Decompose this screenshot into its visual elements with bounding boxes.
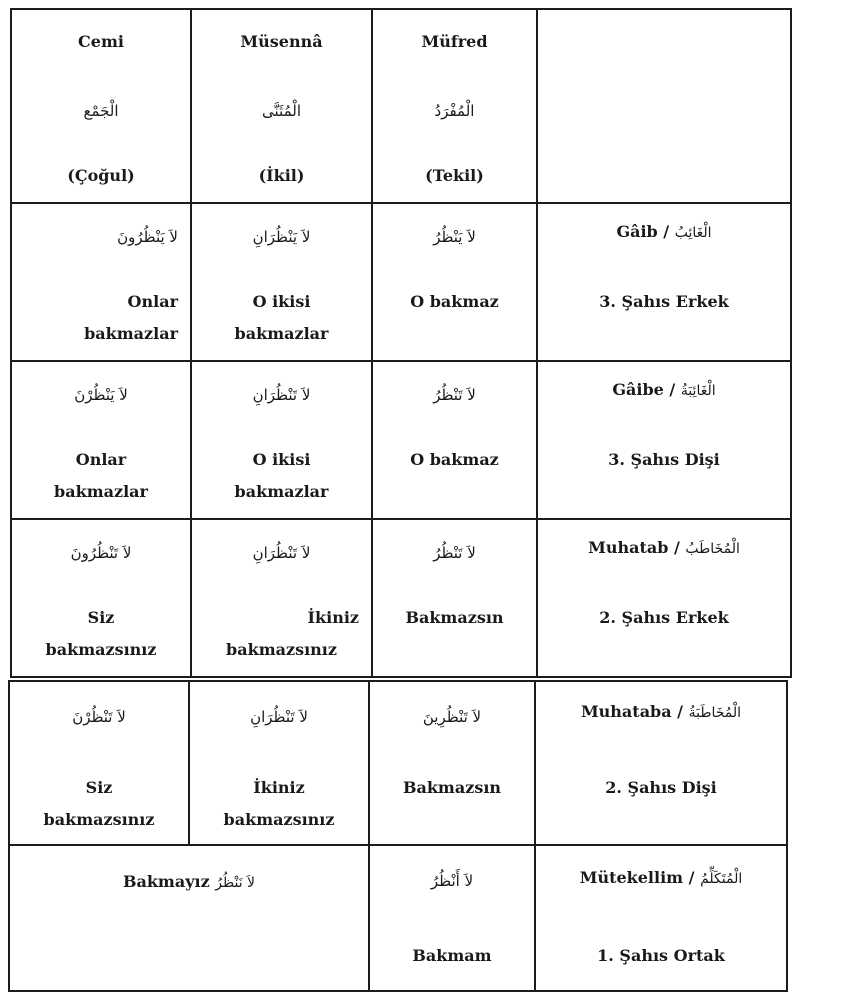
header-cemi-arabic: الْجَمْع: [83, 102, 119, 120]
person-desc: 2. Şahıs Erkek: [599, 608, 729, 627]
table-row: [11, 519, 791, 677]
plural-text: Bakmayız: [122, 872, 210, 891]
person-heading: [538, 222, 790, 241]
person-desc: 3. Şahıs Dişi: [608, 450, 720, 469]
separator: /: [663, 380, 681, 399]
mufred-line1: O bakmaz: [410, 292, 499, 311]
person-heading: [536, 702, 786, 721]
table-row: [9, 845, 787, 991]
table-row: [9, 681, 787, 845]
person-cell: [535, 681, 787, 845]
header-cemi-label: Cemi: [78, 32, 124, 51]
mufred-line1: Bakmazsın: [405, 608, 504, 627]
table-row: [11, 361, 791, 519]
header-row: [11, 9, 791, 203]
cemi-line1: Siz: [85, 778, 113, 797]
mufred-arabic: لاَ يَنْظُرُ: [433, 228, 476, 246]
mufred-cell: [369, 681, 535, 845]
person-name: Muhataba: [580, 702, 672, 721]
musenna-cell: [189, 681, 369, 845]
header-musenna-tr: (İkil): [258, 166, 305, 185]
plural-merged-cell: [9, 845, 369, 991]
person-arabic: الْمُتَكَلِّمُ: [700, 871, 743, 887]
musenna-line2: bakmazsınız: [226, 640, 337, 659]
cemi-arabic: لاَ تَنْظُرْنَ: [72, 708, 126, 726]
musenna-line2: bakmazsınız: [223, 810, 335, 829]
mufred-cell: [372, 203, 537, 361]
header-mufred: [372, 9, 537, 203]
person-arabic: الْمُخَاطَبَةُ: [688, 705, 742, 721]
header-musenna-label: Müsennâ: [240, 32, 323, 51]
musenna-line2: bakmazlar: [234, 324, 329, 343]
mufred-arabic: لاَ تَنْظُرِينَ: [422, 708, 482, 726]
musenna-cell: [191, 361, 372, 519]
cemi-cell: [9, 681, 189, 845]
person-arabic: الْغَائِبُ: [674, 225, 712, 241]
musenna-arabic: لاَ تَنْظُرَانِ: [250, 708, 308, 726]
cemi-line2: bakmazlar: [54, 482, 148, 501]
plural-arabic: لاَ نَنْظُرُ: [215, 875, 256, 891]
conjugation-table-lower: [8, 680, 788, 992]
cemi-line1: Onlar: [127, 292, 178, 311]
cemi-arabic: لاَ يَنْظُرْنَ: [74, 386, 128, 404]
musenna-line1: O ikisi: [252, 450, 311, 469]
musenna-cell: [191, 519, 372, 677]
mufred-arabic: لاَ أَنْظُرُ: [430, 872, 474, 890]
separator: /: [671, 702, 689, 721]
cemi-cell: [11, 519, 191, 677]
person-cell: [537, 203, 791, 361]
person-desc: 2. Şahıs Dişi: [605, 778, 717, 797]
musenna-arabic: لاَ يَنْظُرَانِ: [252, 228, 311, 246]
person-name: Gâib: [616, 222, 658, 241]
header-mufred-tr: (Tekil): [425, 166, 484, 185]
cemi-arabic: لاَ تَنْظُرُونَ: [70, 544, 132, 562]
separator: /: [683, 868, 701, 887]
mufred-cell: [372, 519, 537, 677]
separator: /: [668, 538, 686, 557]
header-musenna-arabic: الْمُثَنَّى: [262, 102, 301, 120]
person-heading: [538, 380, 790, 399]
musenna-line1: İkiniz: [253, 778, 305, 797]
header-cemi-tr: (Çoğul): [67, 166, 135, 185]
header-mufred-label: Müfred: [421, 32, 488, 51]
header-empty: [537, 9, 791, 203]
person-cell: [537, 519, 791, 677]
mufred-cell: [372, 361, 537, 519]
mufred-line1: Bakmazsın: [402, 778, 502, 797]
cemi-cell: [11, 203, 191, 361]
musenna-arabic: لاَ تَنْظُرَانِ: [252, 386, 311, 404]
cemi-line1: Siz: [87, 608, 115, 627]
cemi-line2: bakmazlar: [84, 324, 178, 343]
mufred-arabic: لاَ تَنْظُرُ: [433, 386, 476, 404]
mufred-line1: Bakmam: [412, 946, 492, 965]
person-desc: 3. Şahıs Erkek: [599, 292, 729, 311]
header-musenna: [191, 9, 372, 203]
header-cemi: [11, 9, 191, 203]
person-arabic: الْغَائِبَةُ: [680, 383, 716, 399]
person-cell: [537, 361, 791, 519]
person-name: Gâibe: [612, 380, 664, 399]
cemi-line2: bakmazsınız: [43, 810, 155, 829]
person-heading: [538, 538, 790, 557]
mufred-arabic: لاَ تَنْظُرُ: [433, 544, 476, 562]
person-name: Muhatab: [588, 538, 669, 557]
person-desc: 1. Şahıs Ortak: [597, 946, 725, 965]
person-cell: [535, 845, 787, 991]
table-row: [11, 203, 791, 361]
cemi-cell: [11, 361, 191, 519]
musenna-line1: İkiniz: [307, 608, 359, 627]
musenna-arabic: لاَ تَنْظُرَانِ: [252, 544, 311, 562]
person-arabic: الْمُخَاطَبُ: [685, 541, 740, 557]
conjugation-table-upper: [10, 8, 792, 678]
mufred-line1: O bakmaz: [410, 450, 499, 469]
plural-heading: [10, 872, 368, 891]
person-name: Mütekellim: [579, 868, 684, 887]
musenna-cell: [191, 203, 372, 361]
mufred-cell: [369, 845, 535, 991]
cemi-line1: Onlar: [75, 450, 127, 469]
musenna-line2: bakmazlar: [234, 482, 329, 501]
musenna-line1: O ikisi: [252, 292, 311, 311]
cemi-arabic: لاَ يَنْظُرُونَ: [117, 228, 178, 246]
header-mufred-arabic: الْمُفْرَدُ: [434, 102, 475, 120]
person-heading: [536, 868, 786, 887]
separator: /: [657, 222, 675, 241]
cemi-line2: bakmazsınız: [45, 640, 157, 659]
